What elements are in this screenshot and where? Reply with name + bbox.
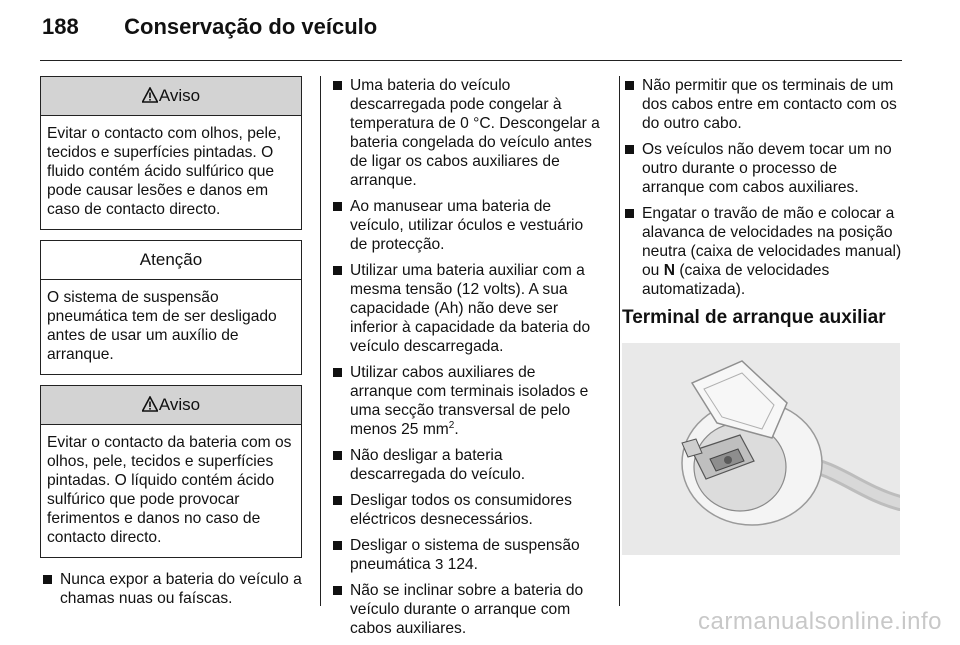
list-item: Ao manusear uma bateria de veículo, utilizar óculos e vestuário de protecção. [330,197,602,254]
bullet-square-icon [625,145,634,154]
list-item: Os veículos não devem tocar um no outro durante o processo de arranque com cabos auxiliares. [622,140,902,197]
column-divider-1 [320,76,321,606]
gear-position-n: N [663,262,675,279]
list-item: Desligar todos os consumidores eléctricos desnecessários. [330,491,602,529]
page-reference-icon[interactable]: 3 [434,556,444,573]
page-number: 188 [42,14,79,39]
bullet-square-icon [333,81,342,90]
warning-triangle-icon [142,87,158,103]
list-item: Uma bateria do veículo descarregada pode congelar à temperatura de 0 °C. Descongelar a bateria congelada do veículo antes de ligar os cabos auxiliares de arranque. [330,76,602,190]
column-middle [330,76,602,645]
warning-title: Aviso [158,395,201,414]
list-item: Utilizar uma bateria auxiliar com a mesma tensão (12 volts). A sua capacidade (Ah) não deve ser inferior à capacidade da bateria do veículo descarregada. [330,261,602,356]
bullet-square-icon [333,368,342,377]
header-rule [40,60,902,61]
list-item: Não se inclinar sobre a bateria do veículo durante o arranque com cabos auxiliares. [330,581,602,638]
warning-text: Evitar o contacto da bateria com os olhos, pele, tecidos e superfícies pintadas. O líquido contém ácido sulfúrico que pode provocar ferimentos e danos no caso de contacto directo. [47,434,292,546]
list-item: Não permitir que os terminais de um dos cabos entre em contacto com os do outro cabo. [622,76,902,133]
column-left [40,76,302,615]
warning-text: Evitar o contacto com olhos, pele, tecidos e superfícies pintadas. O fluido contém ácido sulfúrico que pode causar lesões e danos em caso de contacto directo. [47,125,282,218]
caution-title: Atenção [41,241,301,280]
page-title: Conservação do veículo [124,14,378,39]
bullet-square-icon [333,586,342,595]
bullet-square-icon [43,575,52,584]
caution-box [40,240,302,375]
list-item: Utilizar cabos auxiliares de arranque com terminais isolados e uma secção transversal de pelo menos 25 $mm^2$. [330,363,602,439]
jump-start-terminal-illustration [622,343,900,555]
warning-box-1 [40,76,302,230]
caution-text: O sistema de suspensão pneumática tem de ser desligado antes de usar um auxílio de arranque. [47,289,277,363]
warning-title: Aviso [158,86,201,105]
page-reference[interactable]: 124. [447,556,479,573]
bullet-square-icon [333,496,342,505]
superscript: 2 [448,419,455,431]
bullet-square-icon [625,81,634,90]
bullet-list [40,570,302,608]
list-item: Desligar o sistema de suspensão pneumática 3 124. [330,536,602,574]
warning-box-2 [40,385,302,558]
bullet-square-icon [625,209,634,218]
watermark: carmanualsonline.info [698,608,942,635]
bullet-square-icon [333,202,342,211]
bullet-list [622,76,902,299]
warning-triangle-icon [142,396,158,412]
warning-box-header [41,77,301,116]
bullet-list [330,76,602,638]
bullet-square-icon [333,266,342,275]
bullet-square-icon [333,451,342,460]
page-header [42,14,377,40]
list-item: Engatar o travão de mão e colocar a alavanca de velocidades na posição neutra (caixa de velocidades manual) ou N (caixa de velocidades automatizada). [622,204,902,299]
terminal-drawing [622,343,900,555]
column-divider-2 [619,76,620,606]
warning-box-header [41,386,301,425]
bullet-square-icon [333,541,342,550]
section-heading: Terminal de arranque auxiliar [622,307,886,328]
column-right [622,76,902,555]
list-item: Nunca expor a bateria do veículo a chamas nuas ou faíscas. [40,570,302,608]
list-item: Não desligar a bateria descarregada do veículo. [330,446,602,484]
